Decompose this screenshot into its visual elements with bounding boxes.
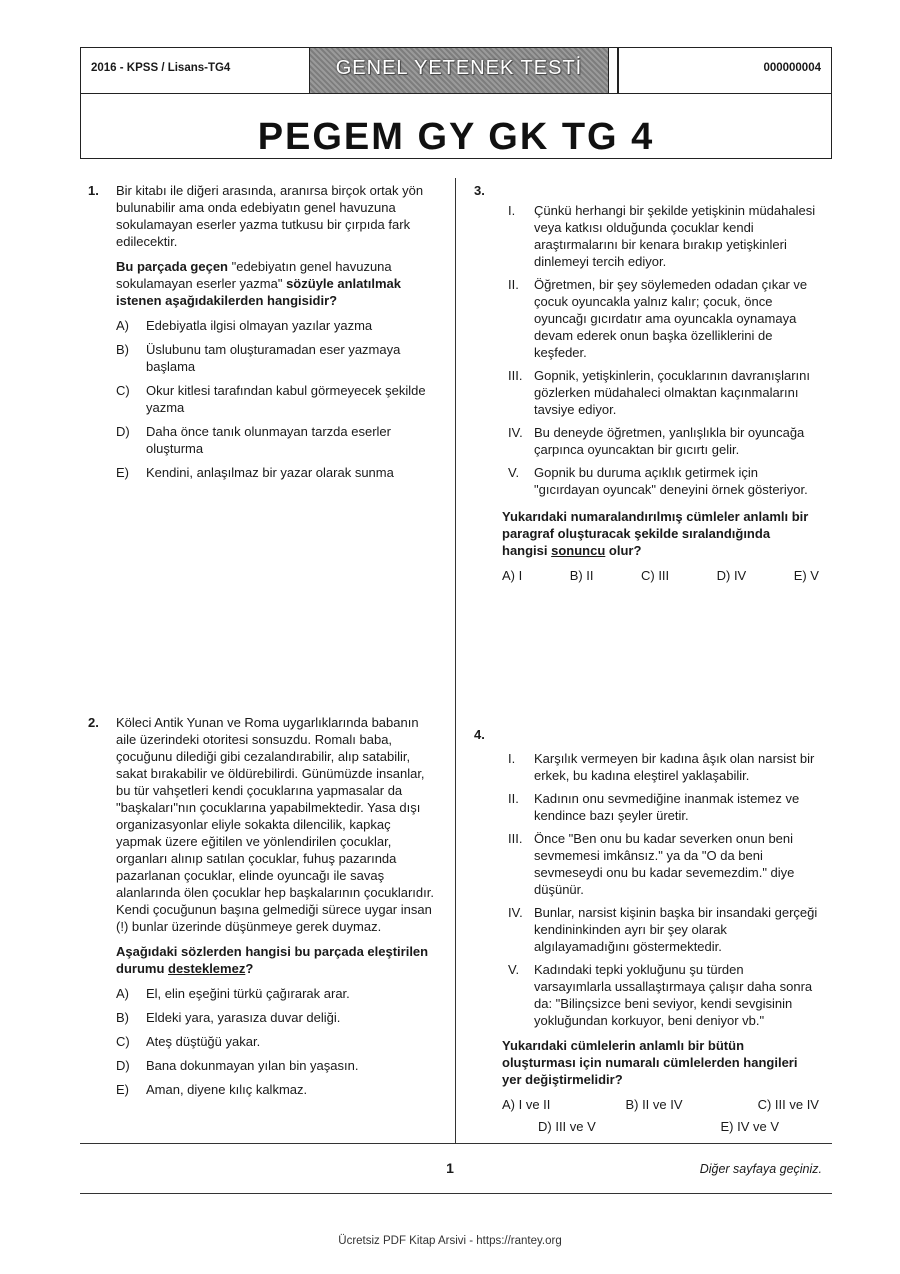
exam-code: 2016 - KPSS / Lisans-TG4 (91, 62, 231, 74)
footer-rule (80, 1193, 832, 1194)
answer-option-a[interactable]: A) Edebiyatla ilgisi olmayan yazılar yazma (116, 318, 373, 333)
question-prompt: Bu parçada geçen "edebiyatın genel havuzuna sokulamayan eserler yazma" sözüyle anlatılmak istenen aşağıdakilerden hangisidir? (116, 259, 401, 308)
booklet-number: 000000004 (763, 62, 821, 74)
question-3 (474, 182, 819, 584)
sentence-2: II. Öğretmen, bir şey söylemeden odadan çıkar ve çocuk oyuncakla yalnız kalır; çocuk, önce oyuncağı gıcırdatır ama oyuncakla oynamaya devam ederek onun başka özelliklerini de keşfeder. (508, 277, 808, 360)
question-prompt: Yukarıdaki numaralandırılmış cümleler anlamlı bir paragraf oluşturacak şekilde sıralandığında hangisi sonuncu olur? (502, 509, 809, 558)
question-1 (88, 182, 438, 488)
column-divider (455, 178, 456, 1143)
answer-option-b[interactable]: B) II ve IV (625, 1097, 683, 1112)
answer-option-a[interactable]: A) El, elin eşeğini türkü çağırarak arar. (116, 986, 350, 1001)
answer-option-b[interactable]: B) II (569, 568, 594, 583)
question-prompt: Yukarıdaki cümlelerin anlamlı bir bütün oluşturması için numaralı cümlelerden hangileri yer değiştirmelidir? (502, 1038, 798, 1087)
sentence-4: IV. Bu deneyde öğretmen, yanlışlıkla bir oyuncağa çarpınca oyuncaktan bir gıcırtı gelir. (508, 425, 805, 457)
sentence-5: V. Kadındaki tepki yokluğunu şu türden varsayımlarla ussallaştırmaya çalışır daha sonra da: "Bilinçsizce beni seviyor, kendi sevgisinin yokluğundan korkuyor, beni deniyor vb." (508, 962, 813, 1028)
question-prompt: Aşağıdaki sözlerden hangisi bu parçada eleştirilen durumu desteklemez? (116, 944, 429, 976)
bottom-rule (80, 1143, 832, 1144)
page-number: 1 (446, 1160, 454, 1176)
header-row (81, 48, 831, 94)
sentence-2: II. Kadının onu sevmediğine inanmak istemez ve kendince bazı şeyler üretir. (508, 791, 800, 823)
page-title: PEGEM GY GK TG 4 (257, 116, 655, 158)
answer-option-b[interactable]: B) Eldeki yara, yarasıza duvar deliği. (116, 1010, 341, 1025)
question-number: 3. (474, 183, 485, 198)
question-2 (88, 714, 438, 1105)
question-number: 4. (474, 727, 485, 742)
question-number: 2. (88, 715, 99, 730)
question-stem: Köleci Antik Yunan ve Roma uygarlıklarında babanın aile üzerindeki otoritesi sonsuzdu. Romalı baba, çocuğunu dilediği gibi cezalandırabilir, alıp satabilir, sakat bırakabilir ve öldürebilirdi. Günümüzde insanlar, bu tür vahşetleri kendi çocuklarına yapmasalar da "başkaları"nın çocuklarına yapabilmektedir. Yasa dışı organizasyonlar eliyle sokakta dilencilik, kapkaç yapmak üzere eğitilen ve yönlendirilen çocuklar, organları alınıp satılan çocuklar, fuhuş pazarında pazarlanan çocuklar, elinde oyuncağı ile savaş alanlarında ölen çocuklar hep başkalarının çocuklarıdır. Kendi çocuğunun başına gelmediği sürece uygar insan (!) bunlar üzerinde düşünmeye gerek duymaz. (116, 715, 434, 934)
next-page-note: Diğer sayfaya geçiniz. (699, 1162, 822, 1176)
sentence-5: V. Gopnik bu duruma açıklık getirmek için "gıcırdayan oyuncak" deneyini örnek gösteriyor. (508, 465, 808, 497)
answer-options-row-1 (502, 1096, 819, 1113)
answer-option-d[interactable]: D) IV (716, 568, 747, 583)
answer-option-c[interactable]: C) III (640, 568, 670, 583)
sentence-1: I. Çünkü herhangi bir şekilde yetişkinin müdahalesi veya katkısı olduğunda çocuklar kendi araştırmalarını bir kenara bırakıp yetişkinleri dinlemeyi tercih ediyor. (508, 203, 816, 269)
answer-option-e[interactable]: E) Aman, diyene kılıç kalkmaz. (116, 1082, 308, 1097)
sentence-4: IV. Bunlar, narsist kişinin başka bir insandaki gerçeği kendininkinden ayrı bir şey olarak algılayamadığını göstermektedir. (508, 905, 818, 954)
test-name: GENEL YETENEK TESTİ (335, 57, 583, 79)
answer-option-e[interactable]: E) IV ve V (720, 1119, 779, 1134)
answer-option-a[interactable]: A) I ve II (502, 1097, 551, 1112)
question-number: 1. (88, 183, 99, 198)
answer-options (502, 567, 819, 584)
answer-option-c[interactable]: C) Ateş düştüğü yakar. (116, 1034, 261, 1049)
answer-options-row-2 (502, 1118, 819, 1135)
question-stem: Bir kitabı ile diğeri arasında, aranırsa birçok ortak yön bulunabilir ama onda edebiyatın genel havuzuna sokulamayan eserler yazma tutkusu bir çırpıda fark edilecektir. (116, 183, 424, 249)
answer-option-d[interactable]: D) Daha önce tanık olunmayan tarzda eserler oluşturma (116, 424, 391, 456)
answer-option-b[interactable]: B) Üslubunu tam oluşturamadan eser yazmaya başlama (116, 342, 401, 374)
test-banner (309, 48, 609, 93)
archive-footer: Ücretsiz PDF Kitap Arsivi - https://rantey.org (338, 1235, 562, 1247)
answer-option-a[interactable]: A) I (502, 568, 523, 583)
answer-option-c[interactable]: C) III ve IV (757, 1097, 819, 1112)
header-box (80, 47, 832, 159)
answer-option-e[interactable]: E) Kendini, anlaşılmaz bir yazar olarak sunma (116, 465, 394, 480)
answer-option-e[interactable]: E) V (793, 568, 819, 583)
sentence-3: III. Önce "Ben onu bu kadar severken onun beni sevmemesi imkânsız." ya da "O da beni sevmeseydi onu bu kadar sevemezdim." diye düşünür. (508, 831, 795, 897)
question-4 (474, 726, 819, 1135)
sentence-1: I. Karşılık vermeyen bir kadına âşık olan narsist bir erkek, bu kadına eleştirel yaklaşabilir. (508, 751, 815, 783)
answer-option-d[interactable]: D) Bana dokunmayan yılan bin yaşasın. (116, 1058, 359, 1073)
header-divider (617, 48, 619, 93)
answer-option-c[interactable]: C) Okur kitlesi tarafından kabul görmeyecek şekilde yazma (116, 383, 426, 415)
answer-option-d[interactable]: D) III ve V (538, 1119, 596, 1134)
sentence-3: III. Gopnik, yetişkinlerin, çocuklarının davranışlarını gözlerken müdahaleci olmaktan kaçınmalarını tavsiye ediyor. (508, 368, 811, 417)
